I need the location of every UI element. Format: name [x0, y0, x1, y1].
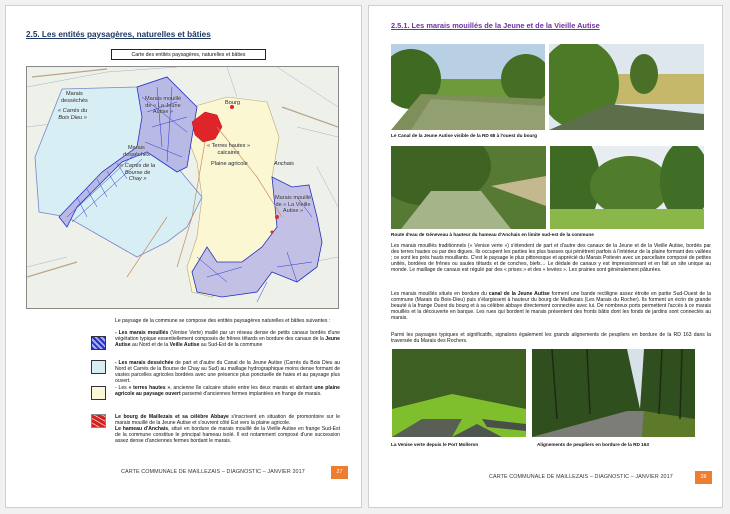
- legend-intro: Le paysage de la commune se compose des entités paysagères naturelles et bâties suivantes :: [115, 318, 331, 324]
- page-footer: CARTE COMMUNALE DE MAILLEZAIS – DIAGNOSTIC – JANVIER 2017: [489, 474, 673, 480]
- legend-swatch-marais-mouilles: [91, 336, 106, 350]
- text: Les marais mouillés situés en bordure du: [391, 291, 489, 297]
- legend-item-terres-hautes: [115, 385, 340, 397]
- map-label-bourg: Bourg: [225, 100, 240, 106]
- legend-item-marais-mouilles: [115, 330, 340, 348]
- subsection-title: 2.5.1. Les marais mouillés de la Jeune et de la Vieille Autise: [391, 21, 600, 30]
- caption-peupliers: Alignements de peupliers en bordure de la RD 163: [537, 442, 650, 447]
- text: au Sud-Est de la commune: [199, 342, 263, 349]
- legend-swatch-bourg: [91, 414, 106, 428]
- text: , situé en bordure de marais mouillé de la Vieille Autise en frange Sud-Est de la commune constitue le principal hameau isolé. Il est notamment composé d'une succession assez dense d'anciennes fermes bordant le marais.: [115, 426, 340, 445]
- bold-text: Jeune Autise: [115, 336, 340, 349]
- map-label-carres-bourse-chay: « Carrés de la Bourse de Chay »: [120, 163, 156, 183]
- bold-text: une plaine agricole au paysage ouvert: [115, 385, 340, 398]
- document-page-28: [368, 5, 723, 508]
- text: - Les: [115, 385, 129, 391]
- photo-route-d-eau: [391, 146, 546, 229]
- bold-text: Le hameau d'Anchais: [115, 426, 169, 433]
- photo-peupliers-rd163: [532, 349, 695, 437]
- legend-swatch-terres-hautes: [91, 386, 106, 400]
- map-label-plaine-agricole: Plaine agricole: [211, 161, 248, 167]
- caption-photo-row2: Route d'eau de Géneveau à hauteur du hameau d'Anchais en limite sud-est de la commune: [391, 232, 594, 237]
- page-footer: CARTE COMMUNALE DE MAILLEZAIS – DIAGNOSTIC – JANVIER 2017: [121, 469, 305, 475]
- text: au Nord et de la: [130, 342, 170, 349]
- text: parsemé d'anciennes fermes implantées en frange de marais.: [180, 391, 322, 398]
- page-number-badge: 28: [695, 471, 712, 484]
- map-label-marais-desseches-sud: Marais desséchés: [123, 145, 150, 158]
- map-caption: Carte des entités paysagères, naturelles et bâties: [111, 49, 266, 60]
- map-label-terres-hautes: « Terres hautes » calcaires: [207, 143, 251, 156]
- caption-photo-row1: Le Canal de la Jeune Autise visible de la RD 68 à l'ouest du bourg: [391, 133, 538, 138]
- bold-text: - Les marais mouillés: [115, 330, 169, 336]
- photo-venise-verte: [392, 349, 526, 437]
- legend-item-hameau: [115, 426, 340, 444]
- text: , ancienne île calcaire située entre les deux marais et abritant: [170, 385, 315, 391]
- document-page-27: [5, 5, 362, 508]
- section-title: 2.5. Les entités paysagères, naturelles et bâties: [26, 30, 211, 39]
- legend-item-bourg: [115, 414, 340, 444]
- legend-item-marais-desseches: [115, 360, 340, 384]
- photo-prairie-trees: [550, 146, 704, 229]
- legend-swatch-marais-desseches: [91, 360, 106, 374]
- map-label-carres-bois-dieu: « Carrés du Bois Dieu »: [58, 108, 88, 121]
- bold-text: Veille Autise: [169, 342, 200, 349]
- map-label-marais-mouille-vieille: Marais mouillé de « La Vieille Autise »: [275, 195, 312, 215]
- paragraph-marais-traditionnels: Les marais mouillés traditionnels (« Venise verte ») s'étendent de part et d'autre des canaux de la Jeune et de la Vieille Autise, bordés par des terres hautes ou par des digues. Ils occupent les parties les plus basses qui pénètrent parfois à l'intérieur de la plaine formant des vallées ; ce sont les prés hauts mouillants. C'est le paysage le plus pittoresque et apprécié du Marais Poitevin avec un parcellaire composé de petites unités, bordées de frênes ou saules têtards et de conches, biefs… Le dédale de canaux y est impressionnant et en fait un site unique au monde. Le maillage de canaux est régulé par des « prises » et des « levées ». Les prairies sont généralement pâturées.: [391, 243, 711, 274]
- caption-venise-verte: La Venise verte depuis le Port Molleron: [391, 442, 479, 447]
- paragraph-alignements-peupliers: Parmi les paysages typiques et significatifs, signalons également les grands alignements de peupliers en bordure de la RD 163 dans la traversée du Marais des Rochers.: [391, 332, 711, 345]
- bold-text: canal de la Jeune Autise: [488, 291, 550, 297]
- bold-text: « terres hautes »: [128, 385, 171, 391]
- photo-canal-meadow: [549, 44, 704, 130]
- text: forment une bande rectiligne assez étroite en partie Sud-Ouest de la commune (Marais du Bois-Dieu) puis s'élargissent à hauteur du bourg de Maillezais (Les Marais du Rocher). Ils forment un écrin de grande beauté à la frange Ouest du bourg et à sa célèbre abbaye directement connectée avec lui. De nombreux ports permettent l'accès à ce marais mouillés et la découverte en barque. Les rues qui bordent le marais présentent des fronts bâtis dont les fonds de jardins sont connectés au marais.: [391, 291, 711, 322]
- text: (Venise Verte) maillé par un réseau dense de petits canaux bordés d'une végétation typique essentiellement composés de frênes têtards en bordure des canaux de la: [115, 330, 341, 343]
- map-label-marais-mouille-jeune: Marais mouillé de « La Jeune Autise »: [145, 96, 182, 116]
- bold-text: - Les marais desséchée: [115, 360, 174, 366]
- map-label-marais-desseches-nord: Marais desséchés: [61, 91, 88, 104]
- text: s'inscrivent en situation de promontoire sur le marais mouillé de la Jeune Autise et s'ouvrent côté Est vers la plaine agricole.: [115, 414, 340, 427]
- paragraph-canal-jeune-autise: [391, 291, 711, 321]
- map-label-anchais: Anchais: [274, 161, 294, 167]
- page-number-badge: 27: [331, 466, 348, 479]
- text: de part et d'autre du Canal de la Jeune Autise (Carrés du Bois Dieu au Nord et Carrés de la Bourse de Chay au Sud) au maillage hydrographique moins dense formant de vastes parcelles agricoles bordées avec une présence plus ponctuelle de haies et au paysage plus ouvert.: [115, 360, 340, 385]
- landscape-map: [26, 66, 339, 309]
- bold-text: Le bourg de Maillezais et sa célèbre Abbaye: [115, 414, 229, 420]
- photo-canal-jeune-autise: [391, 44, 545, 130]
